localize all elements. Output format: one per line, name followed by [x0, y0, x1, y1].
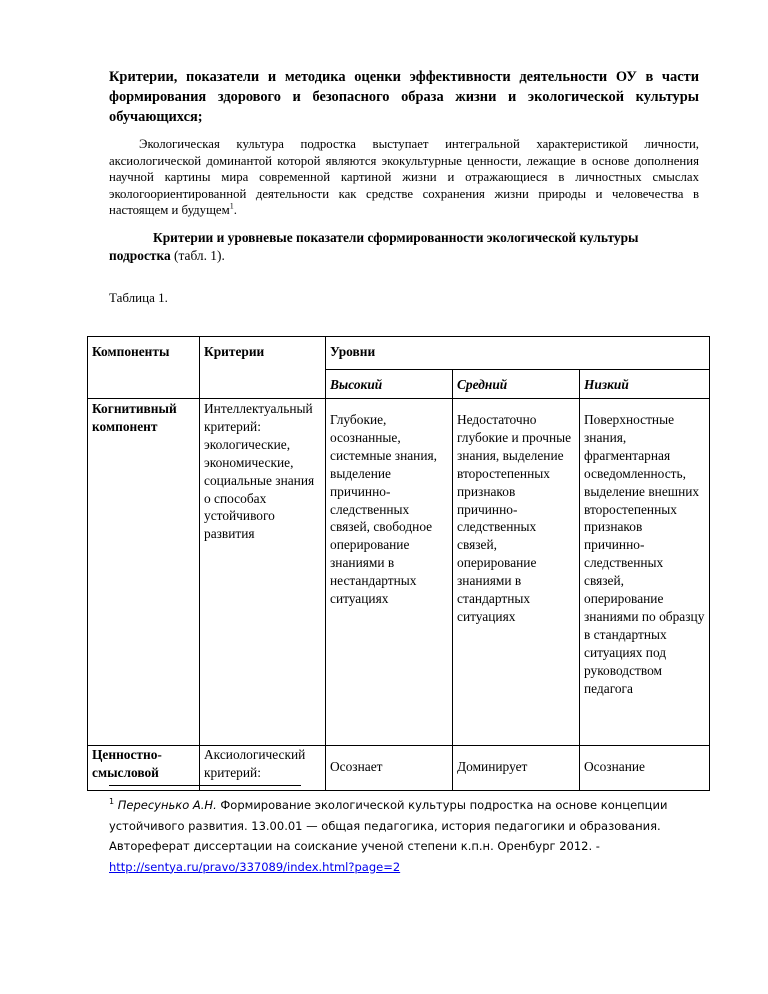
footnote-author: Пересунько А.Н.: [117, 798, 217, 812]
intro-paragraph: [109, 136, 699, 219]
table-row: [88, 399, 710, 746]
footnote-mark: 1: [109, 797, 115, 807]
header-levels: Уровни: [326, 337, 710, 370]
level-medium-header: Средний: [453, 370, 580, 399]
footnote-text: Формирование экологической культуры подростка на основе концепции устойчивого развития. 13.00.01 — общая педагогика, история педагогики и образования. Автореферат диссертации на соискание ученой степени к.п.н. Оренбург 2012. -: [109, 798, 668, 853]
footnote-reference[interactable]: 1: [229, 201, 234, 211]
level-low-header: Низкий: [580, 370, 710, 399]
footnote: [109, 795, 699, 877]
criteria-heading-ref: (табл. 1).: [170, 248, 225, 263]
criteria-heading-bold: Критерии и уровневые показатели сформированности экологической культуры подростка: [109, 230, 639, 263]
footnote-link[interactable]: http://sentya.ru/pravo/337089/index.html?page=2: [109, 859, 401, 874]
medium-level-cell: Доминирует: [453, 746, 580, 791]
low-level-cell: Осознание: [580, 746, 710, 791]
low-level-cell: Поверхностные знания, фрагментарная осведомленность, выделение внешних второстепенных признаков причинно-следственных связей, оперирование знаниями по образцу в стандартных ситуациях под руководством педагога: [580, 399, 710, 746]
medium-level-cell: Недостаточно глубокие и прочные знания, выделение второстепенных признаков причинно-следственных связей, оперирование знаниями в стандартных ситуациях: [453, 399, 580, 746]
level-high-header: Высокий: [326, 370, 453, 399]
intro-end: .: [233, 203, 237, 217]
footnote-separator: [109, 785, 301, 786]
high-level-cell: Глубокие, осознанные, системные знания, выделение причинно-следственных связей, свободное оперирование знаниями в нестандартных ситуациях: [326, 399, 453, 746]
component-cell: Ценностно-смысловой: [88, 746, 200, 791]
header-components: Компоненты: [88, 337, 200, 399]
criterion-cell: Интеллектуальный критерий: экологические, экономические, социальные знания о способах устойчивого развития: [200, 399, 326, 746]
table-row: [88, 746, 710, 791]
criterion-cell: Аксиологический критерий:: [200, 746, 326, 791]
component-cell: Когнитивный компонент: [88, 399, 200, 746]
high-level-cell: Осознает: [326, 746, 453, 791]
table-header-row: [88, 337, 710, 370]
intro-text: Экологическая культура подростка выступает интегральной характеристикой личности, аксиологической доминантой которой являются экокультурные ценности, лежащие в основе дополнения научной картины мира современной картиной жизни и отражающиеся в личностных смыслах экологоориентированной деятельности как средстве сохранения жизни природы и человечества в настоящем и будущем: [109, 137, 699, 217]
criteria-table: [87, 336, 710, 791]
criteria-heading: [109, 229, 699, 265]
header-criteria: Критерии: [200, 337, 326, 399]
document-heading: Критерии, показатели и методика оценки эффективности деятельности ОУ в части формирования здорового и безопасного образа жизни и экологической культуры обучающихся;: [109, 69, 699, 125]
table-caption: Таблица 1.: [109, 290, 168, 305]
